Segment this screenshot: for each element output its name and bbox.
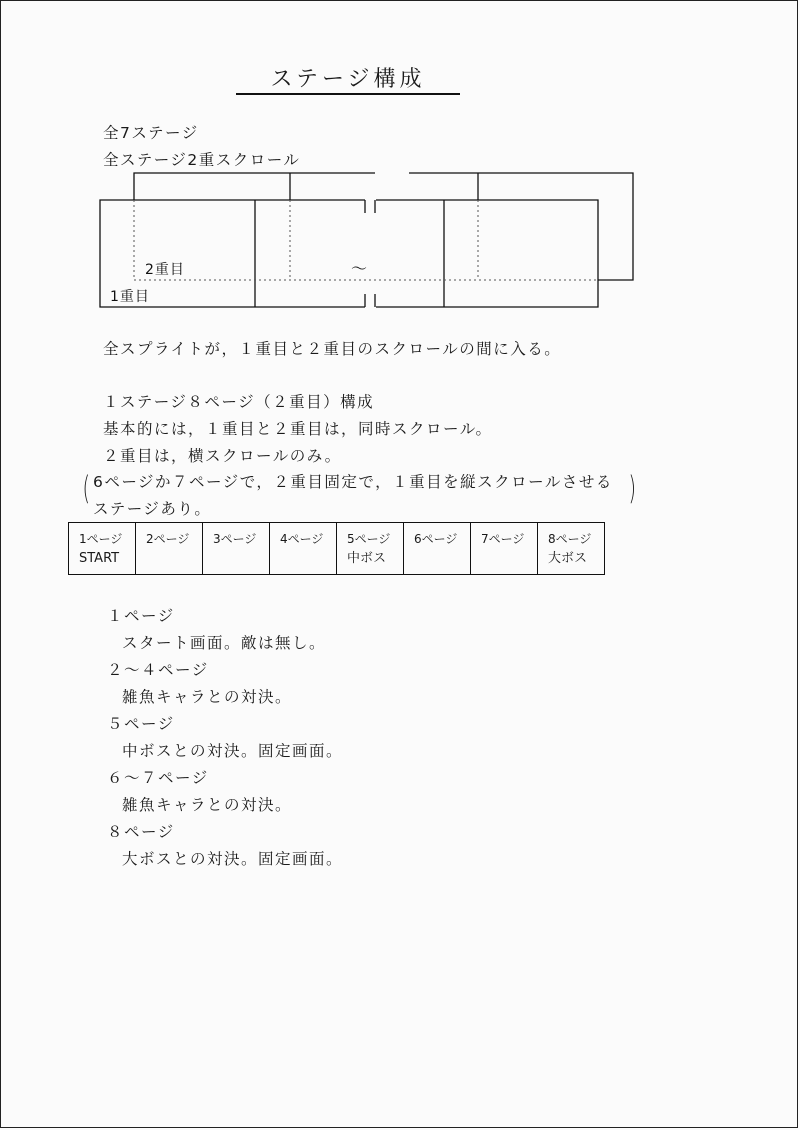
page-cell-sub: START — [79, 551, 120, 566]
page-cell-label: 2ページ — [146, 532, 190, 546]
stage-structure-line: １ステージ８ページ（２重目）構成 — [103, 393, 375, 411]
detail-heading-5: ８ページ — [107, 823, 175, 841]
page-cell-3 — [203, 523, 270, 575]
page-cell-sub: 中ボス — [347, 551, 387, 566]
page-cell-1 — [69, 523, 136, 575]
page-cell-5 — [337, 523, 404, 575]
page-cell-6 — [404, 523, 471, 575]
page-cell-sub — [414, 549, 470, 569]
page-cell-sub — [213, 549, 269, 569]
detail-heading-4: ６～７ページ — [107, 769, 209, 787]
page-cell-7 — [471, 523, 538, 575]
page-cell-label: 5ページ — [347, 532, 391, 546]
table-row — [69, 523, 605, 575]
page-cell-label: 7ページ — [481, 532, 525, 546]
page-table — [68, 522, 605, 575]
detail-text-1: スタート画面。敵は無し。 — [122, 634, 327, 652]
page-cell-label: 6ページ — [414, 532, 458, 546]
layer2-label: 2重目 — [145, 262, 185, 278]
open-paren: ( — [82, 469, 90, 507]
scroll-layer-diagram — [0, 0, 800, 320]
page-cell-sub — [481, 549, 537, 569]
page-cell-sub — [146, 549, 202, 569]
sprite-layer-note: 全スプライトが，１重目と２重目のスクロールの間に入る。 — [103, 340, 562, 358]
detail-heading-3: ５ページ — [107, 715, 175, 733]
page-cell-label: 3ページ — [213, 532, 257, 546]
page-cell-sub — [280, 549, 336, 569]
vertical-scroll-note-1: 6ページか７ページで，２重目固定で，１重目を縦スクロールさせる — [93, 473, 613, 491]
layer2-left-outline — [134, 173, 375, 200]
detail-heading-1: １ページ — [107, 607, 175, 625]
intro-scroll-note: 全ステージ2重スクロール — [103, 151, 301, 169]
continuation-tilde: ～ — [351, 259, 368, 278]
page-cell-label: 4ページ — [280, 532, 324, 546]
layer1-label: 1重目 — [110, 289, 150, 305]
page-cell-sub: 大ボス — [548, 551, 588, 566]
close-paren: ) — [628, 469, 636, 507]
detail-text-4: 雑魚キャラとの対決。 — [122, 796, 293, 814]
page-cell-4 — [270, 523, 337, 575]
layer2-right-outline — [409, 173, 633, 280]
page-cell-label: 1ページ — [79, 532, 123, 546]
page-cell-8 — [538, 523, 605, 575]
detail-text-2: 雑魚キャラとの対決。 — [122, 688, 293, 706]
page-cell-label: 8ページ — [548, 532, 592, 546]
page-cell-2 — [136, 523, 203, 575]
page-title: ステージ構成 — [270, 67, 426, 92]
intro-stage-count: 全7ステージ — [103, 124, 199, 142]
detail-text-3: 中ボスとの対決。固定画面。 — [122, 742, 344, 760]
sync-scroll-line: 基本的には，１重目と２重目は，同時スクロール。 — [103, 420, 493, 438]
layer1-right-outline — [376, 200, 598, 307]
detail-text-5: 大ボスとの対決。固定画面。 — [122, 850, 344, 868]
detail-heading-2: ２～４ページ — [107, 661, 209, 679]
horizontal-only-line: ２重目は，横スクロールのみ。 — [103, 447, 342, 465]
vertical-scroll-note-2: ステージあり。 — [93, 500, 212, 518]
